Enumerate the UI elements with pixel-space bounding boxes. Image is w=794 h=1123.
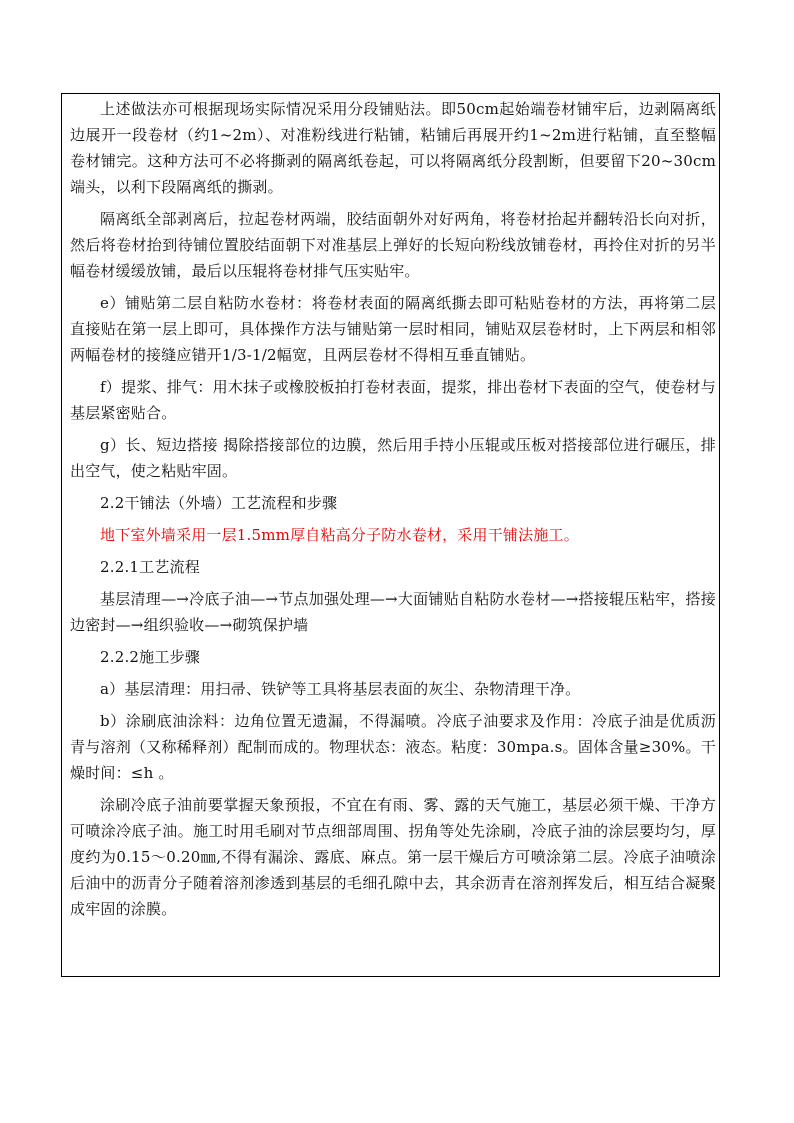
paragraph-step-g: g）长、短边搭接 揭除搭接部位的边膜，然后用手持小压辊或压板对搭接部位进行碾压，排出空气，使之粘贴牢固。 — [70, 436, 716, 480]
paragraph-step-f: f）提浆、排气：用木抹子或橡胶板拍打卷材表面，提浆，排出卷材下表面的空气，使卷材与基层紧密贴合。 — [70, 378, 716, 422]
section-heading-dry-laying: 2.2干铺法（外墙）工艺流程和步骤 — [100, 494, 338, 512]
process-flow-text: 基层清理—→冷底子油—→节点加强处理—→大面铺贴自粘防水卷材—→搭接辊压粘牢，搭接边密封—→组织验收—→砌筑保护墙 — [70, 590, 716, 634]
subheading-construction-steps: 2.2.2施工步骤 — [100, 648, 200, 666]
paragraph-step-a: a）基层清理：用扫帚、铁铲等工具将基层表面的灰尘、杂物清理干净。 — [100, 680, 581, 698]
paragraph-step-e: e）铺贴第二层自粘防水卷材：将卷材表面的隔离纸撕去即可粘贴卷材的方法，再将第二层直接贴在第一层上即可，具体操作方法与铺贴第一层时相同，铺贴双层卷材时，上下两层和相邻两幅卷材的接缝应错开1/3-1/2幅宽，且两层卷材不得相互垂直铺贴。 — [70, 294, 716, 364]
paragraph-segmented-method: 上述做法亦可根据现场实际情况采用分段铺贴法。即50cm起始端卷材铺牢后，边剥隔离纸边展开一段卷材（约1~2m）、对准粉线进行粘铺，粘铺后再展开约1~2m进行粘铺，直至整幅卷材铺完。这种方法可不必将撕剥的隔离纸卷起，可以将隔离纸分段割断，但要留下20~30cm端头，以利下段隔离纸的撕剥。 — [70, 100, 716, 196]
paragraph-peel-and-fold: 隔离纸全部剥离后，拉起卷材两端，胶结面朝外对好两角，将卷材抬起并翻转沿长向对折，然后将卷材抬到待铺位置胶结面朝下对准基层上弹好的长短向粉线放铺卷材，再拎住对折的另半幅卷材缓缓放铺，最后以压辊将卷材排气压实贴牢。 — [70, 210, 716, 280]
paragraph-step-b: b）涂刷底油涂料：边角位置无遗漏，不得漏喷。冷底子油要求及作用：冷底子油是优质沥青与溶剂（又称稀释剂）配制而成的。物理状态：液态。粘度：30mpa.s。固体含量≥30%。干燥时间：≤h 。 — [70, 712, 716, 782]
highlight-note: 地下室外墙采用一层1.5mm厚自粘高分子防水卷材，采用干铺法施工。 — [100, 526, 579, 544]
document-body — [70, 96, 716, 928]
subheading-process-flow: 2.2.1工艺流程 — [100, 558, 200, 576]
paragraph-primer-application: 涂刷冷底子油前要掌握天象预报，不宜在有雨、雾、露的天气施工，基层必须干燥、干净方可喷涂冷底子油。施工时用毛刷对节点细部周围、拐角等处先涂刷，冷底子油的涂层要均匀，厚度约为0.15～0.20㎜,不得有漏涂、露底、麻点。第一层干燥后方可喷涂第二层。冷底子油喷涂后油中的沥青分子随着溶剂渗透到基层的毛细孔隙中去，其余沥青在溶剂挥发后，相互结合凝聚成牢固的涂膜。 — [70, 796, 716, 918]
